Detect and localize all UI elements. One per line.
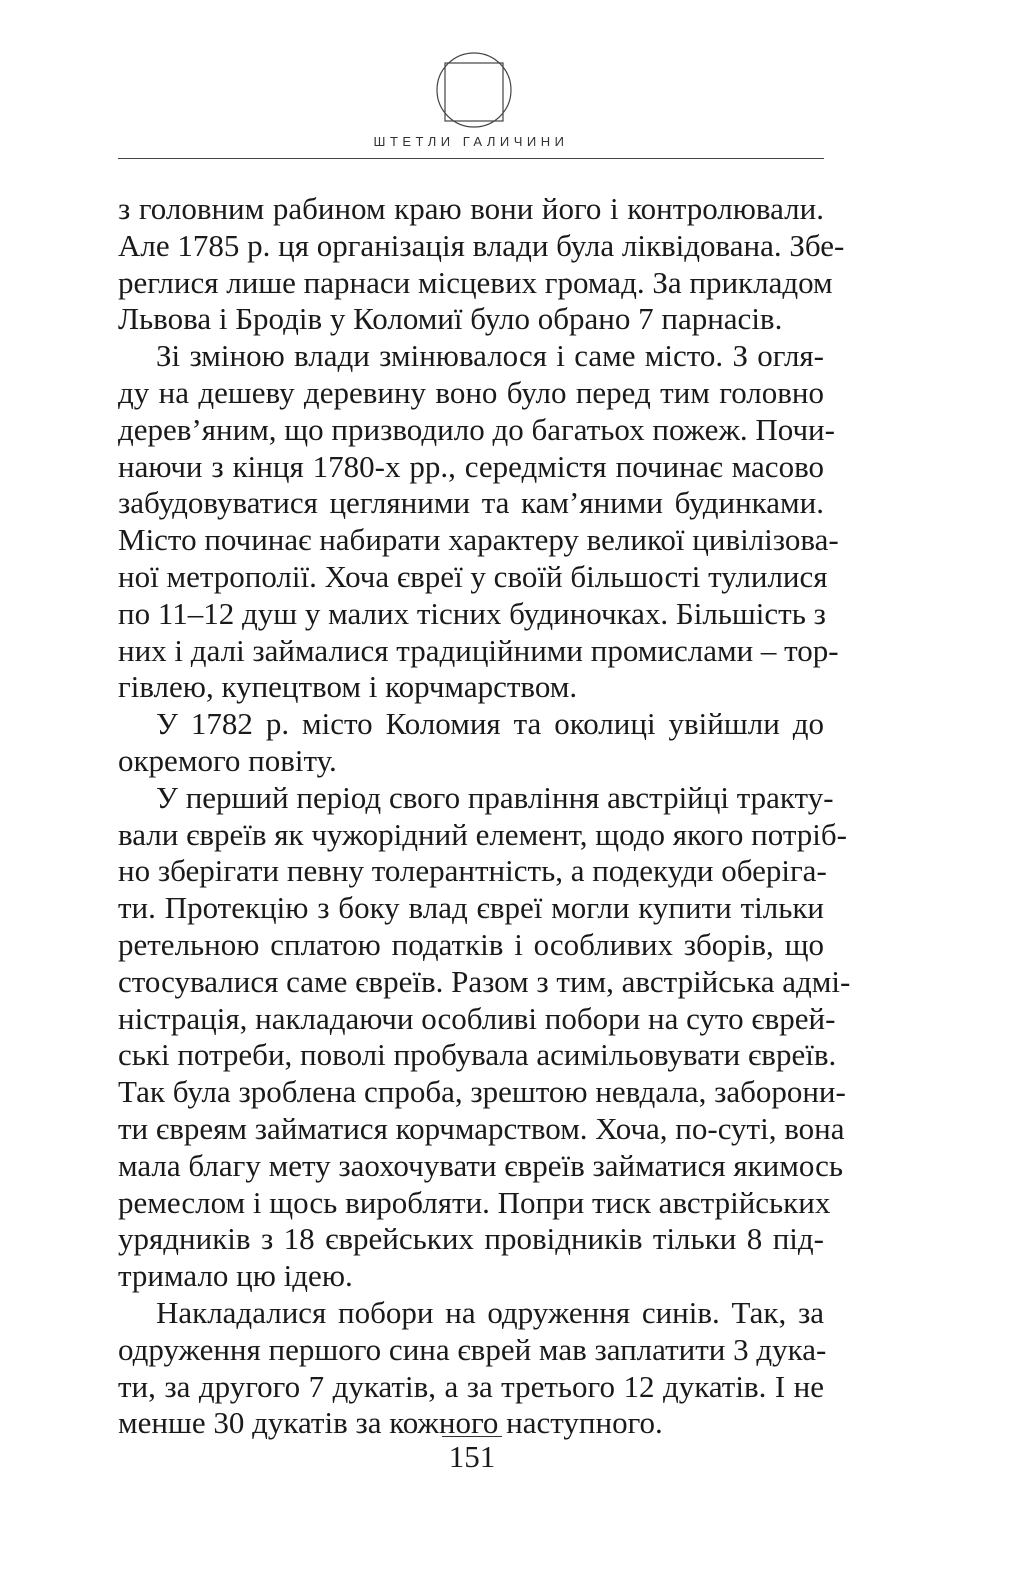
body-text [118, 191, 851, 1442]
text-line: ти. Протекцію з боку влад євреї могли купити тільки [118, 890, 824, 926]
text-line: ністрація, накладаючи особливі побори на суто єврей- [118, 1000, 836, 1036]
text-line: дерев’яним, що призводило до багатьох пожеж. Почи- [118, 411, 835, 447]
header-divider [118, 158, 824, 159]
text-line: тримало цю ідею. [118, 1258, 353, 1294]
text-line: У 1782 р. місто Коломия та околиці увійшли до [156, 706, 824, 742]
text-line: Так була зроблена спроба, зрештою невдала, заборони- [118, 1074, 846, 1110]
text-line: ти, за другого 7 дукатів, а за третього 12 дукатів. І не [118, 1368, 824, 1404]
text-line: Накладалися побори на одруження синів. Так, за [156, 1294, 824, 1330]
text-line: окремого повіту. [118, 742, 337, 778]
text-line: ти євреям займатися корчмарством. Хоча, по-суті, вона [118, 1110, 845, 1146]
text-line: урядників з 18 єврейських провідників тільки 8 під- [118, 1221, 824, 1257]
text-line: ські потреби, поволі пробувала асимільовувати євреїв. [118, 1037, 837, 1073]
text-line: них і далі займалися традиційними промислами – тор- [118, 632, 839, 668]
text-line: Місто починає набирати характеру великої цивілізова- [118, 522, 839, 558]
text-line: реглися лише парнаси місцевих громад. За прикладом [118, 264, 833, 300]
text-line: з головним рабином краю вони його і контролювали. [118, 191, 824, 226]
text-line: одруження першого сина єврей мав заплатити 3 дука- [118, 1331, 827, 1367]
text-line: по 11–12 душ у малих тісних будиночках. Більшість з [118, 595, 826, 631]
text-line: ної метрополії. Хоча євреї у своїй більшості тулилися [118, 558, 828, 594]
text-line: У перший період свого правління австрійці тракту- [156, 779, 834, 815]
text-line: Львова і Бродів у Коломиї було обрано 7 парнасів. [118, 301, 783, 337]
text-line: ду на дешеву деревину воно було перед тим головно [118, 374, 824, 410]
text-line: но зберігати певну толерантність, а подекуди оберіга- [118, 853, 827, 889]
text-line: Зі зміною влади змінювалося і саме місто. З огля- [156, 338, 824, 374]
page-number: 151 [442, 1436, 502, 1475]
text-line: забудовуватися цегляними та кам’яними будинками. [118, 485, 824, 521]
text-line: ретельною сплатою податків і особливих зборів, що [118, 926, 824, 962]
text-line: наючи з кінця 1780-х рр., середмістя починає масово [118, 448, 824, 484]
text-line: ремеслом і щось виробляти. Попри тиск австрійських [118, 1184, 831, 1220]
text-line: мала благу мету заохочувати євреїв займатися якимось [118, 1147, 844, 1183]
text-line: гівлею, купецтвом і корчмарством. [118, 669, 578, 705]
text-line: вали євреїв як чужорідний елемент, щодо якого потріб- [118, 816, 847, 852]
text-line: менше 30 дукатів за кожного наступного. [118, 1405, 663, 1441]
circle-square-emblem-icon [434, 50, 514, 130]
running-header: ШТЕТЛИ ГАЛИЧИНИ [373, 134, 569, 149]
text-line: Але 1785 р. ця організація влади була ліквідована. Збе- [118, 227, 845, 263]
text-line: стосувалися саме євреїв. Разом з тим, австрійська адмі- [118, 963, 851, 999]
